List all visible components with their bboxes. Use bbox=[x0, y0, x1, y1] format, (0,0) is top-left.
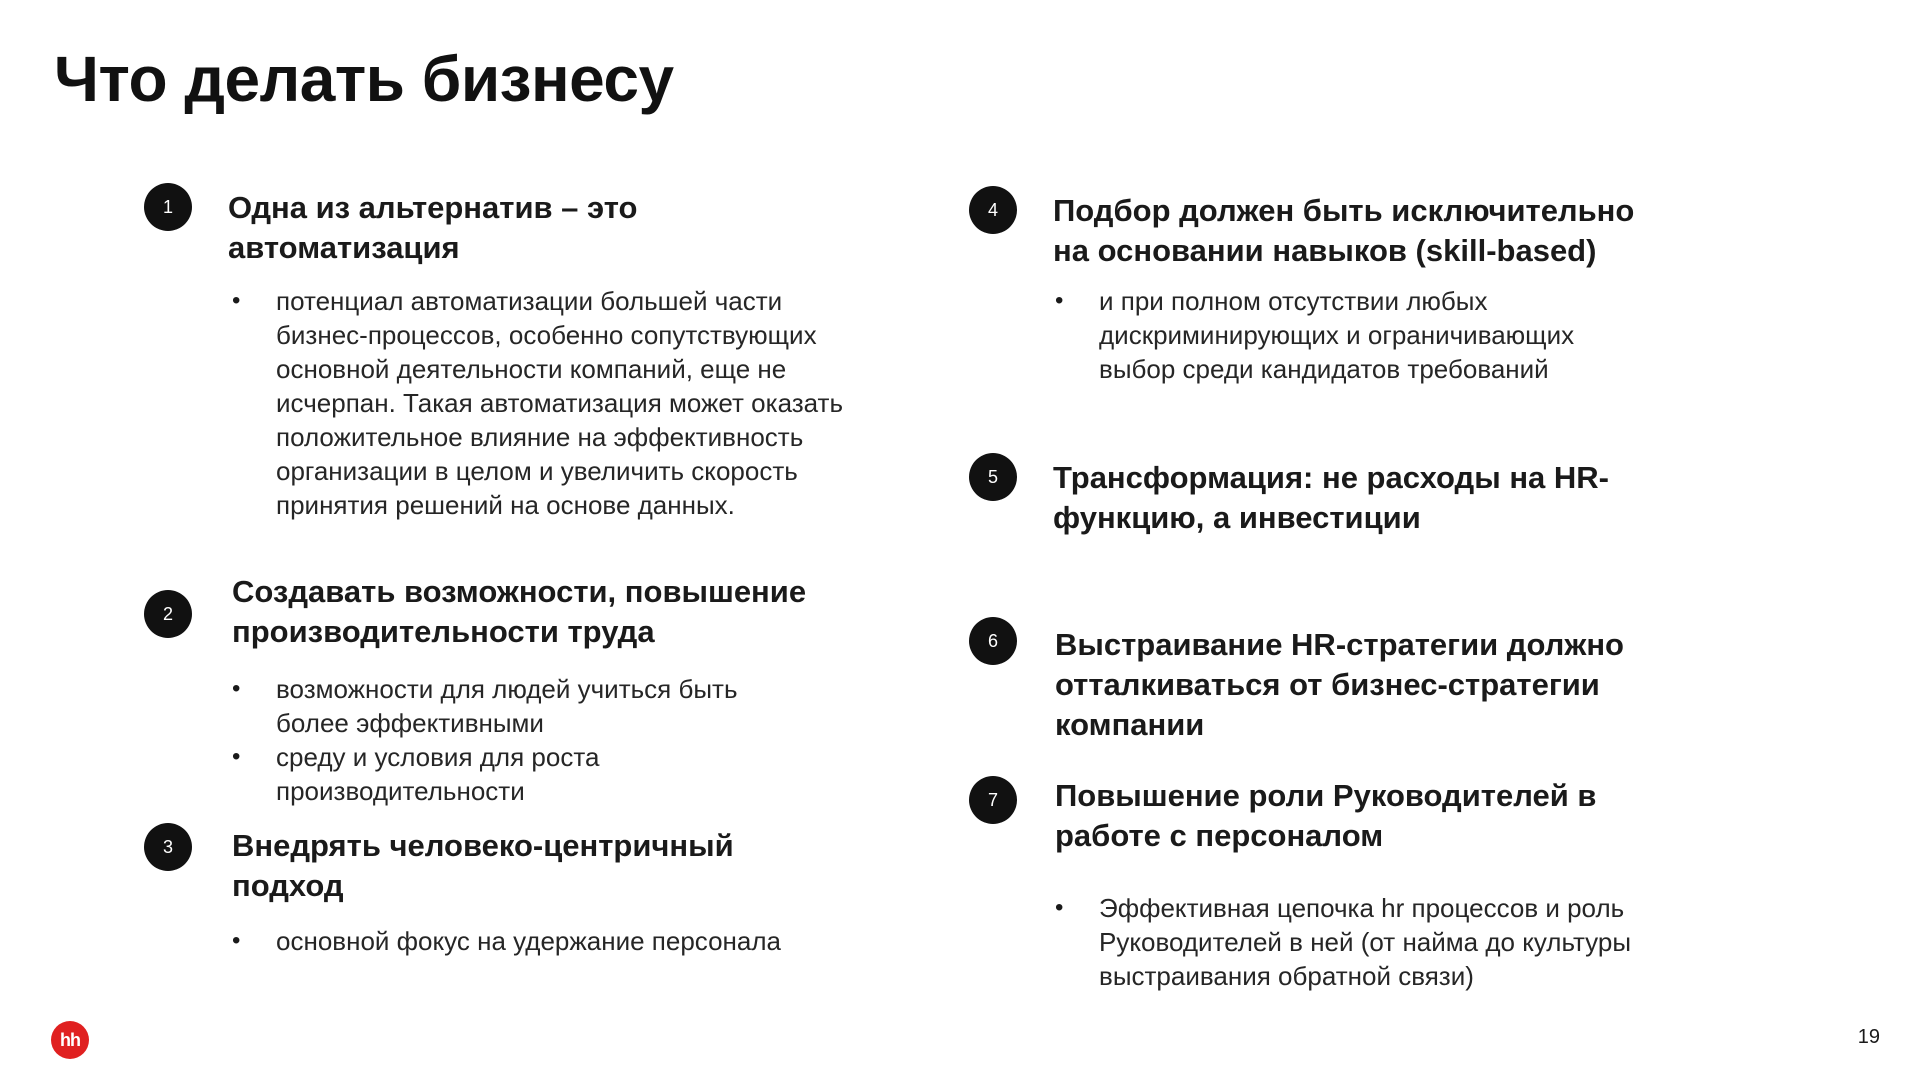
item-number-badge: 4 bbox=[969, 186, 1017, 234]
item-heading: Подбор должен быть исключительно на основании навыков (skill-based) bbox=[1053, 193, 1635, 268]
page-number: 19 bbox=[1857, 1026, 1880, 1048]
bullet-list bbox=[232, 672, 792, 808]
item-heading: Повышение роли Руководителей в работе с персоналом bbox=[1055, 778, 1597, 853]
list-item: • Эффективная цепочка hr процессов и роль Руководителей в ней (от найма до культуры выстраивания обратной связи) bbox=[1055, 891, 1695, 993]
bullet-list bbox=[1055, 284, 1655, 386]
bullet-list bbox=[232, 924, 872, 958]
item-number-badge: 3 bbox=[144, 823, 192, 871]
item-number-badge: 7 bbox=[969, 776, 1017, 824]
item-number-badge: 2 bbox=[144, 590, 192, 638]
list-item: • основной фокус на удержание персонала bbox=[232, 924, 872, 958]
page-title: Что делать бизнесу bbox=[54, 43, 674, 115]
item-heading: Создавать возможности, повышение производительности труда bbox=[232, 574, 807, 649]
list-item: • и при полном отсутствии любых дискриминирующих и ограничивающих выбор среди кандидатов требований bbox=[1055, 284, 1655, 386]
list-item: • потенциал автоматизации большей части бизнес-процессов, особенно сопутствующих основной деятельности компаний, еще не исчерпан. Такая автоматизация может оказать положительное влияние на эффективность организации в целом и увеличить скорость принятия решений на основе данных. bbox=[232, 284, 872, 522]
bullet-list bbox=[232, 284, 872, 522]
bullet-list bbox=[1055, 891, 1695, 993]
list-item: • среду и условия для роста производительности bbox=[232, 740, 792, 808]
item-heading: Трансформация: не расходы на HR-функцию, а инвестиции bbox=[1053, 460, 1610, 535]
hh-logo: hh bbox=[51, 1021, 89, 1059]
item-number-badge: 6 bbox=[969, 617, 1017, 665]
item-number-badge: 5 bbox=[969, 453, 1017, 501]
item-number-badge: 1 bbox=[144, 183, 192, 231]
item-heading: Внедрять человеко-центричный подход bbox=[232, 828, 734, 903]
item-heading: Одна из альтернатив – это автоматизация bbox=[228, 190, 638, 265]
list-item: • возможности для людей учиться быть более эффективными bbox=[232, 672, 792, 740]
item-heading: Выстраивание HR-стратегии должно отталкиваться от бизнес-стратегии компании bbox=[1055, 627, 1624, 742]
